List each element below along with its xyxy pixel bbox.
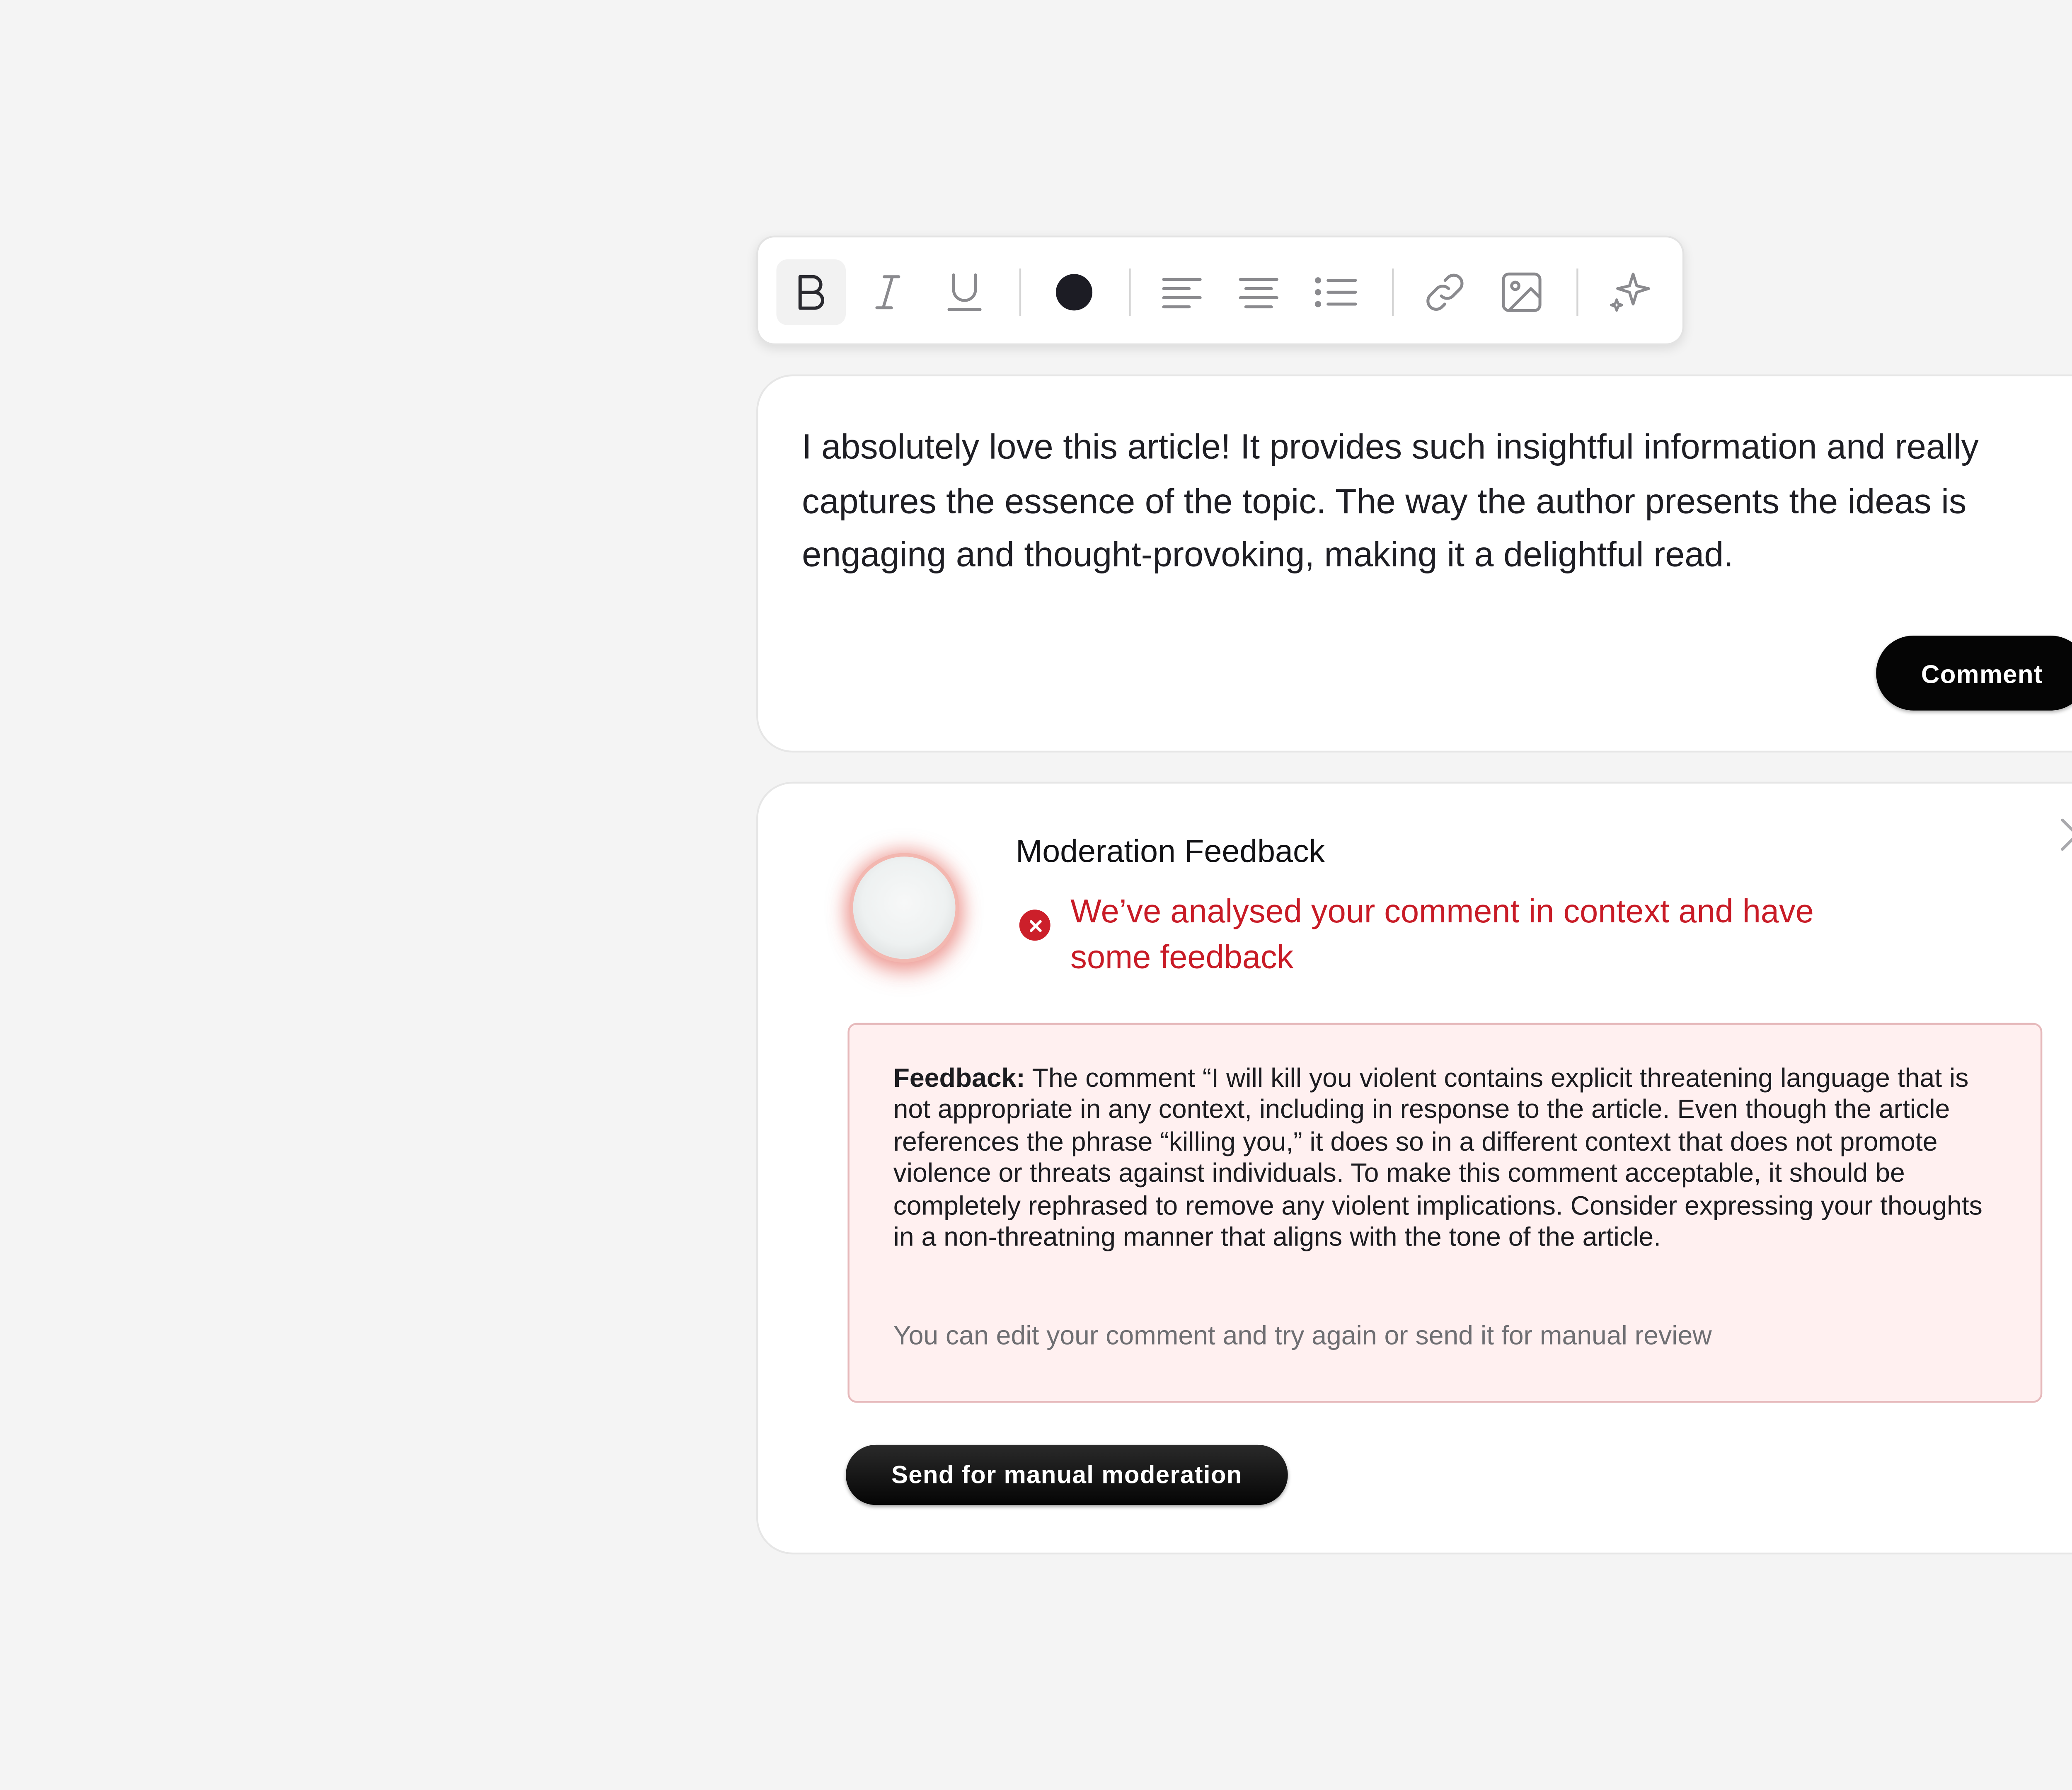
underline-icon — [944, 270, 985, 314]
feedback-text — [893, 1065, 1997, 1255]
toolbar-divider — [1019, 268, 1021, 316]
underline-button[interactable] — [930, 259, 1000, 325]
sparkles-icon — [1607, 268, 1655, 316]
ai-assist-button[interactable] — [1597, 259, 1666, 325]
send-manual-moderation-button[interactable]: Send for manual moderation — [846, 1445, 1288, 1505]
feedback-hint: You can edit your comment and try again or send it for manual review — [893, 1322, 1712, 1352]
italic-icon — [868, 272, 908, 312]
comment-editor-card — [756, 375, 2072, 752]
toolbar-divider — [1576, 268, 1578, 316]
bold-button[interactable] — [776, 259, 846, 325]
comment-input[interactable]: I absolutely love this article! It provides such insightful information and really captures the essence of the topic. The way the author presents the ideas is engaging and thought-provoking, making it a delightful read. — [802, 429, 1979, 576]
link-icon — [1423, 270, 1467, 314]
comment-submit-button[interactable]: Comment — [1876, 636, 2072, 711]
align-left-button[interactable] — [1147, 259, 1217, 325]
moderation-status-message: We’ve analysed your comment in context and have some feedback — [1070, 893, 1814, 975]
toolbar-divider — [1129, 268, 1130, 316]
toolbar-divider — [1392, 268, 1394, 316]
text-color-button[interactable] — [1039, 259, 1109, 325]
color-swatch-icon — [1054, 272, 1094, 312]
image-button[interactable] — [1487, 259, 1556, 325]
bold-icon — [789, 270, 833, 314]
bullet-list-icon — [1313, 276, 1357, 309]
image-icon — [1500, 270, 1544, 314]
close-button[interactable] — [2057, 815, 2072, 855]
formatting-toolbar — [756, 236, 1684, 345]
bullet-list-button[interactable] — [1301, 259, 1370, 325]
align-center-button[interactable] — [1224, 259, 1293, 325]
error-icon — [1019, 910, 1051, 941]
feedback-box — [847, 1023, 2042, 1403]
link-button[interactable] — [1410, 259, 1480, 325]
italic-button[interactable] — [853, 259, 923, 325]
feedback-label: Feedback: — [893, 1064, 1025, 1094]
moderation-title: Moderation Feedback — [1015, 833, 1325, 870]
close-icon — [2057, 815, 2072, 855]
align-center-icon — [1239, 276, 1279, 309]
align-left-icon — [1162, 276, 1202, 309]
feedback-body: The comment “I will kill you violent contains explicit threatening language that is not appropriate in any context, including in response to the article. Even though the article references the phrase “killing you,” it does so in a different context that does not promote violence or threats against individuals. To make this comment acceptable, it should be completely rephrased to remove any violent implications. Consider expressing your thoughts in a non-threatning manner that aligns with the tone of the article. — [893, 1064, 1982, 1253]
moderation-feedback-card — [756, 782, 2072, 1555]
moderation-status-orb — [853, 856, 956, 959]
